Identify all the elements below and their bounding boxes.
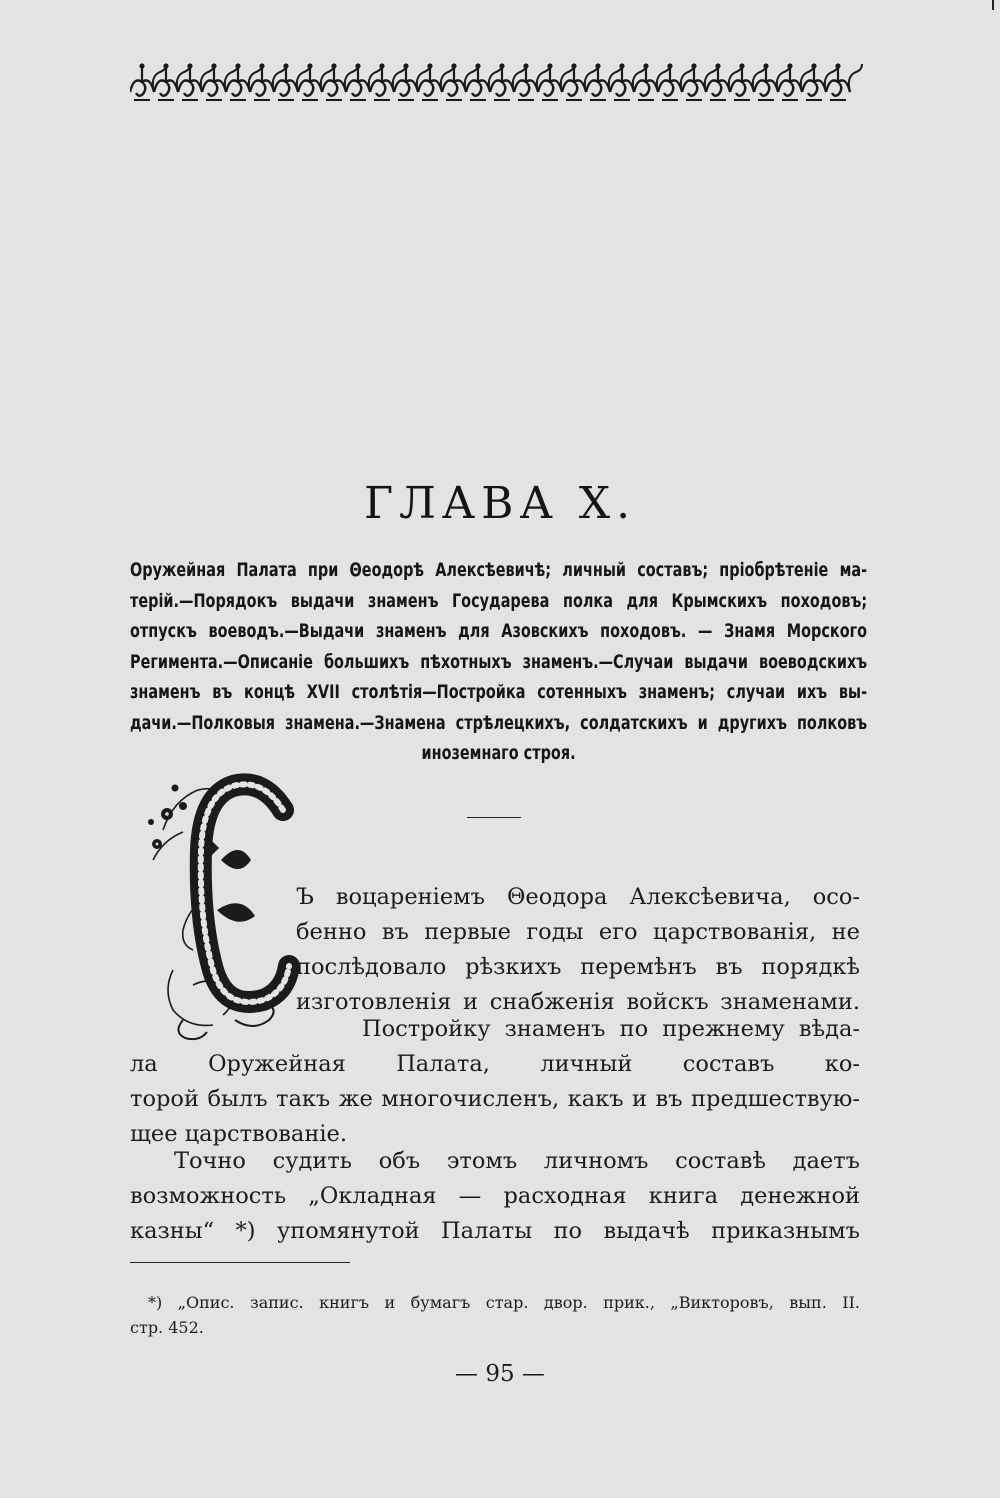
- summary-line: знаменъ въ концѣ XVII столѣтія—Постройка сотенныхъ знаменъ; случаи ихъ вы-: [130, 682, 868, 703]
- text-line: Точно судить объ этомъ личномъ составѣ даетъ: [174, 1148, 860, 1174]
- text-line: возможность „Окладная — расходная книга денежной: [130, 1183, 860, 1209]
- text-line: казны“ *) упомянутой Палаты по выдачѣ приказнымъ: [130, 1218, 860, 1244]
- corner-mark: [992, 0, 994, 10]
- paragraph-1-beside-initial: [296, 880, 860, 1020]
- text-line: бенно въ первые годы его царствованія, не: [296, 919, 860, 945]
- paragraph-2: [130, 1144, 860, 1249]
- text-line: щее царствованіе.: [130, 1121, 347, 1147]
- text-line: Постройку знаменъ по прежнему вѣда-: [362, 1016, 860, 1042]
- decorated-initial-letter: [143, 770, 303, 1042]
- chapter-summary: [130, 556, 867, 770]
- svg-text:С: С: [143, 770, 144, 771]
- summary-line: дачи.—Полковыя знамена.—Знамена стрѣлецкихъ, солдатскихъ и другихъ полковъ: [130, 712, 868, 734]
- summary-line: Регимента.—Описаніе большихъ пѣхотныхъ знаменъ.—Случаи выдачи воеводскихъ: [130, 651, 868, 673]
- footnote-line: стр. 452.: [130, 1318, 204, 1337]
- summary-line: терій.—Порядокъ выдачи знаменъ Государева полка для Крымскихъ походовъ;: [130, 590, 868, 612]
- text-line: торой былъ такъ же многочисленъ, какъ и въ предшествую-: [130, 1086, 860, 1112]
- text-line: послѣдовало рѣзкихъ перемѣнъ въ порядкѣ: [296, 954, 860, 980]
- ornament-row: [130, 63, 862, 100]
- footnote: [130, 1290, 860, 1340]
- text-line: Ъ воцареніемъ Θеодора Алексѣевича, осо-: [296, 884, 860, 910]
- chapter-title: ГЛАВА X.: [363, 478, 637, 529]
- summary-line: иноземнаго строя.: [421, 743, 576, 764]
- header-ornament: [130, 62, 868, 104]
- footnote-divider: [130, 1262, 350, 1263]
- text-line: изготовленія и снабженія войскъ знаменами.: [296, 989, 860, 1015]
- footnote-line: *) „Опис. запис. книгъ и бумагъ стар. двор. прик., „Викторовъ, вып. II.: [148, 1293, 860, 1312]
- section-divider: [467, 817, 521, 818]
- page-number: — 95 —: [455, 1361, 545, 1387]
- text-line: ла Оружейная Палата, личный составъ ко-: [130, 1051, 860, 1077]
- paragraph-1-continued: [130, 1012, 860, 1152]
- summary-line: Оружейная Палата при Θеодорѣ Алексѣевичѣ; личный составъ; пріобрѣтеніе ма-: [130, 560, 868, 581]
- summary-line: отпускъ воеводъ.—Выдачи знаменъ для Азовскихъ походовъ. — Знамя Морского: [130, 621, 868, 642]
